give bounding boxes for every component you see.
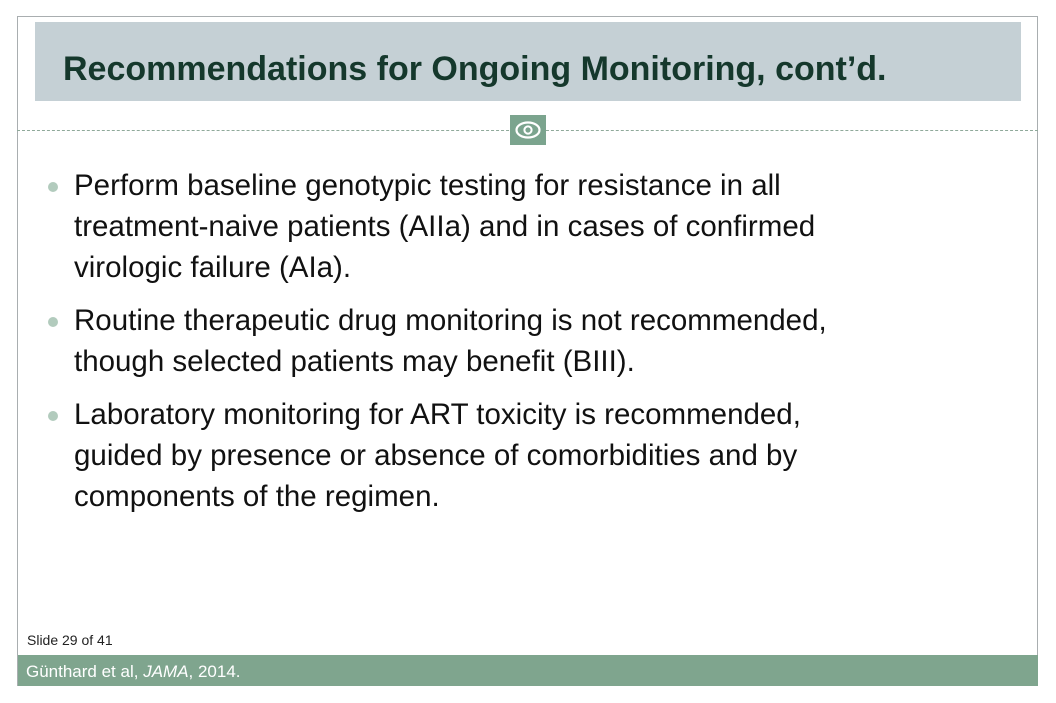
bullet-line: Routine therapeutic drug monitoring is not recommended, bbox=[74, 304, 827, 337]
citation-journal: JAMA bbox=[143, 662, 189, 681]
citation-year: , 2014. bbox=[188, 662, 241, 681]
bullet-dot bbox=[48, 182, 58, 192]
bullet-list bbox=[48, 165, 988, 529]
bullet-line: guided by presence or absence of comorbidities and by bbox=[74, 439, 798, 472]
eye-logo-icon bbox=[510, 115, 546, 145]
bullet-line: though selected patients may benefit (BIII). bbox=[74, 345, 635, 378]
bullet-dot bbox=[48, 317, 58, 327]
citation-authors: Günthard et al, bbox=[26, 662, 144, 681]
slide-number: Slide 29 of 41 bbox=[27, 632, 113, 648]
bullet-line: Perform baseline genotypic testing for resistance in all bbox=[74, 169, 781, 202]
bullet-line: virologic failure (AIa). bbox=[74, 251, 352, 284]
bullet-item-laboratory-monitoring bbox=[48, 394, 988, 517]
bullet-dot bbox=[48, 411, 58, 421]
footer-citation bbox=[26, 662, 241, 682]
bullet-item-genotypic-testing bbox=[48, 165, 988, 288]
eye-logo-svg bbox=[514, 119, 542, 141]
slide-title: Recommendations for Ongoing Monitoring, cont’d. bbox=[63, 50, 887, 88]
bullet-item-drug-monitoring bbox=[48, 300, 988, 382]
bullet-line: components of the regimen. bbox=[74, 480, 440, 513]
bullet-line: treatment-naive patients (AIIa) and in cases of confirmed bbox=[74, 210, 816, 243]
bullet-line: Laboratory monitoring for ART toxicity is recommended, bbox=[74, 398, 801, 431]
